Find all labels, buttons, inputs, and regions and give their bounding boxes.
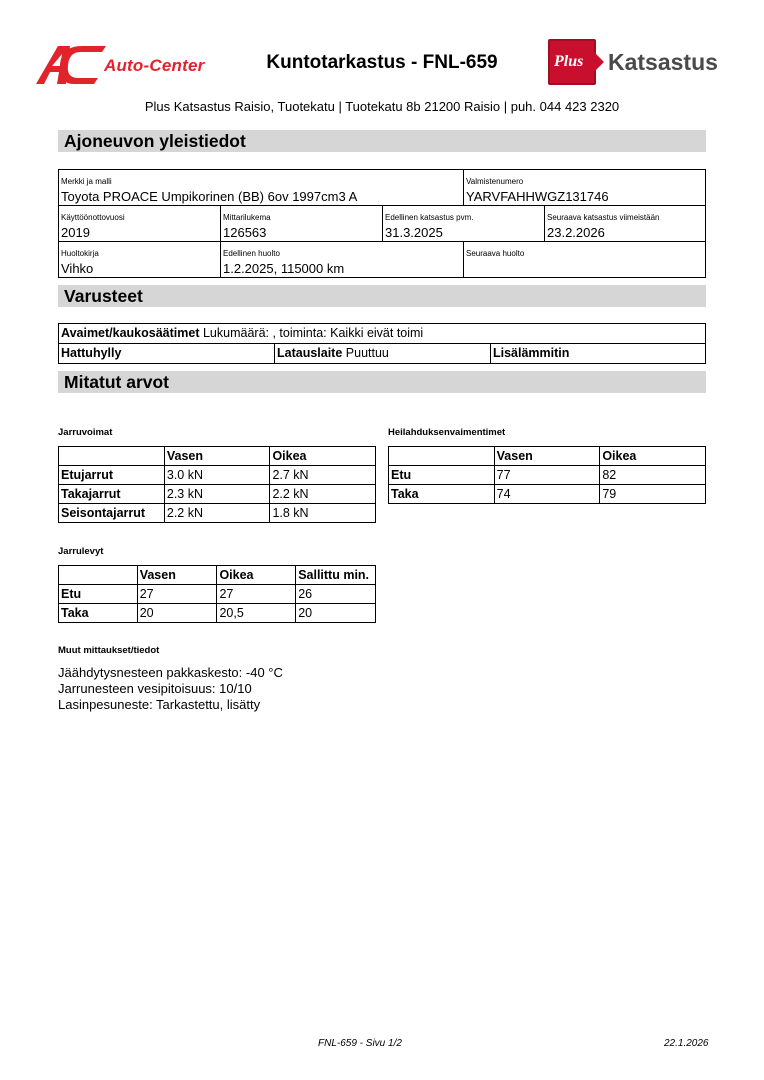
next-inspection-value: 23.2.2026 — [547, 225, 605, 240]
plus-badge-icon — [548, 39, 596, 85]
row-label: Takajarrut — [59, 485, 165, 504]
plus-arrow-icon — [594, 52, 604, 72]
page-title: Kuntotarkastus - FNL-659 — [266, 52, 498, 73]
table-cell: 2.3 kN — [164, 485, 270, 504]
odometer-value: 126563 — [223, 225, 267, 240]
other-measurements-title: Muut mittaukset/tiedot — [58, 645, 160, 656]
next-service-cell — [463, 241, 706, 278]
next-service-label: Seuraava huolto — [466, 249, 525, 258]
next-inspection-cell — [544, 205, 706, 242]
plus-katsastus-logo — [548, 38, 728, 88]
table-cell: 20 — [296, 604, 376, 623]
table-row — [59, 466, 376, 485]
row-label: Etujarrut — [59, 466, 165, 485]
column-header-min: Sallittu min. — [296, 566, 376, 585]
table-cell: 79 — [600, 485, 706, 504]
table-cell: 3.0 kN — [164, 466, 270, 485]
table-header-row — [59, 566, 376, 585]
shock-absorbers-table — [388, 446, 706, 504]
section-measured-heading: Mitatut arvot — [58, 371, 706, 393]
column-header-left: Vasen — [137, 566, 217, 585]
table-cell: 20,5 — [217, 604, 296, 623]
table-cell: 26 — [296, 585, 376, 604]
footer-page-number: FNL-659 - Sivu 1/2 — [318, 1038, 402, 1049]
prev-service-cell — [220, 241, 464, 278]
auto-center-wordmark: Auto-Center — [104, 56, 205, 75]
table-cell — [59, 566, 138, 585]
prev-service-value: 1.2.2025, 115000 km — [223, 261, 345, 276]
column-header-left: Vasen — [164, 447, 270, 466]
odometer-cell — [220, 205, 383, 242]
table-row — [59, 504, 376, 523]
table-cell: 82 — [600, 466, 706, 485]
row-label: Etu — [59, 585, 138, 604]
table-row — [389, 466, 706, 485]
next-inspection-label: Seuraava katsastus viimeistään — [547, 213, 660, 222]
hat-shelf-cell — [58, 343, 275, 364]
make-model-value: Toyota PROACE Umpikorinen (BB) 6ov 1997cm3 A — [61, 189, 358, 204]
first-use-value: 2019 — [61, 225, 90, 240]
brake-discs-table — [58, 565, 376, 623]
katsastus-wordmark: Katsastus — [608, 49, 718, 75]
prev-service-label: Edellinen huolto — [223, 249, 280, 258]
first-use-label: Käyttöönottovuosi — [61, 213, 125, 222]
vin-cell — [463, 169, 706, 206]
keys-label: Avaimet/kaukosäätimet — [61, 326, 200, 340]
brake-forces-table — [58, 446, 376, 523]
station-info: Plus Katsastus Raisio, Tuotekatu | Tuotekatu 8b 21200 Raisio | puh. 044 423 2320 — [144, 99, 620, 114]
column-header-right: Oikea — [600, 447, 706, 466]
service-book-cell — [58, 241, 221, 278]
odometer-label: Mittarilukema — [223, 213, 271, 222]
other-measurements-list — [58, 665, 283, 713]
table-cell: 2.7 kN — [270, 466, 376, 485]
heater-label: Lisälämmitin — [493, 346, 570, 360]
other-measurement-line: Jäähdytysnesteen pakkaskesto: -40 °C — [58, 665, 283, 680]
table-cell — [59, 447, 165, 466]
service-book-value: Vihko — [61, 261, 94, 276]
table-header-row — [389, 447, 706, 466]
table-cell: 74 — [494, 485, 600, 504]
table-cell: 2.2 kN — [164, 504, 270, 523]
table-cell: 27 — [217, 585, 296, 604]
prev-inspection-label: Edellinen katsastus pvm. — [385, 213, 474, 222]
column-header-right: Oikea — [217, 566, 296, 585]
prev-inspection-cell — [382, 205, 545, 242]
table-header-row — [59, 447, 376, 466]
keys-row — [58, 323, 706, 344]
make-model-label: Merkki ja malli — [61, 177, 112, 186]
table-cell: 27 — [137, 585, 217, 604]
table-row — [59, 585, 376, 604]
other-measurement-line: Lasinpesuneste: Tarkastettu, lisätty — [58, 697, 261, 712]
first-use-cell — [58, 205, 221, 242]
hat-shelf-label: Hattuhylly — [61, 346, 122, 360]
column-header-right: Oikea — [270, 447, 376, 466]
vin-value: YARVFAHHWGZ131746 — [466, 189, 609, 204]
other-measurement-line: Jarrunesteen vesipitoisuus: 10/10 — [58, 681, 252, 696]
heater-cell — [490, 343, 706, 364]
section-equipment-heading: Varusteet — [58, 285, 706, 307]
prev-inspection-value: 31.3.2025 — [385, 225, 443, 240]
brake-forces-title: Jarruvoimat — [58, 427, 113, 438]
table-cell — [389, 447, 495, 466]
table-cell: 1.8 kN — [270, 504, 376, 523]
shock-absorbers-title: Heilahduksenvaimentimet — [388, 427, 506, 438]
row-label: Taka — [59, 604, 138, 623]
table-row — [59, 485, 376, 504]
keys-value: Lukumäärä: , toiminta: Kaikki eivät toimi — [202, 326, 424, 340]
table-cell: 20 — [137, 604, 217, 623]
brake-discs-title: Jarrulevyt — [58, 546, 104, 557]
plus-badge-text: Plus — [554, 53, 584, 70]
table-row — [59, 604, 376, 623]
row-label: Etu — [389, 466, 495, 485]
charger-cell — [274, 343, 491, 364]
service-book-label: Huoltokirja — [61, 249, 99, 258]
footer-date: 22.1.2026 — [664, 1038, 709, 1049]
row-label: Taka — [389, 485, 495, 504]
charger-value: Puuttuu — [345, 346, 389, 360]
column-header-left: Vasen — [494, 447, 600, 466]
table-cell: 77 — [494, 466, 600, 485]
section-general-heading: Ajoneuvon yleistiedot — [58, 130, 706, 152]
charger-label: Latauslaite — [277, 346, 343, 360]
row-label: Seisontajarrut — [59, 504, 165, 523]
make-model-cell — [58, 169, 464, 206]
table-row — [389, 485, 706, 504]
vin-label: Valmistenumero — [466, 177, 524, 186]
table-cell: 2.2 kN — [270, 485, 376, 504]
